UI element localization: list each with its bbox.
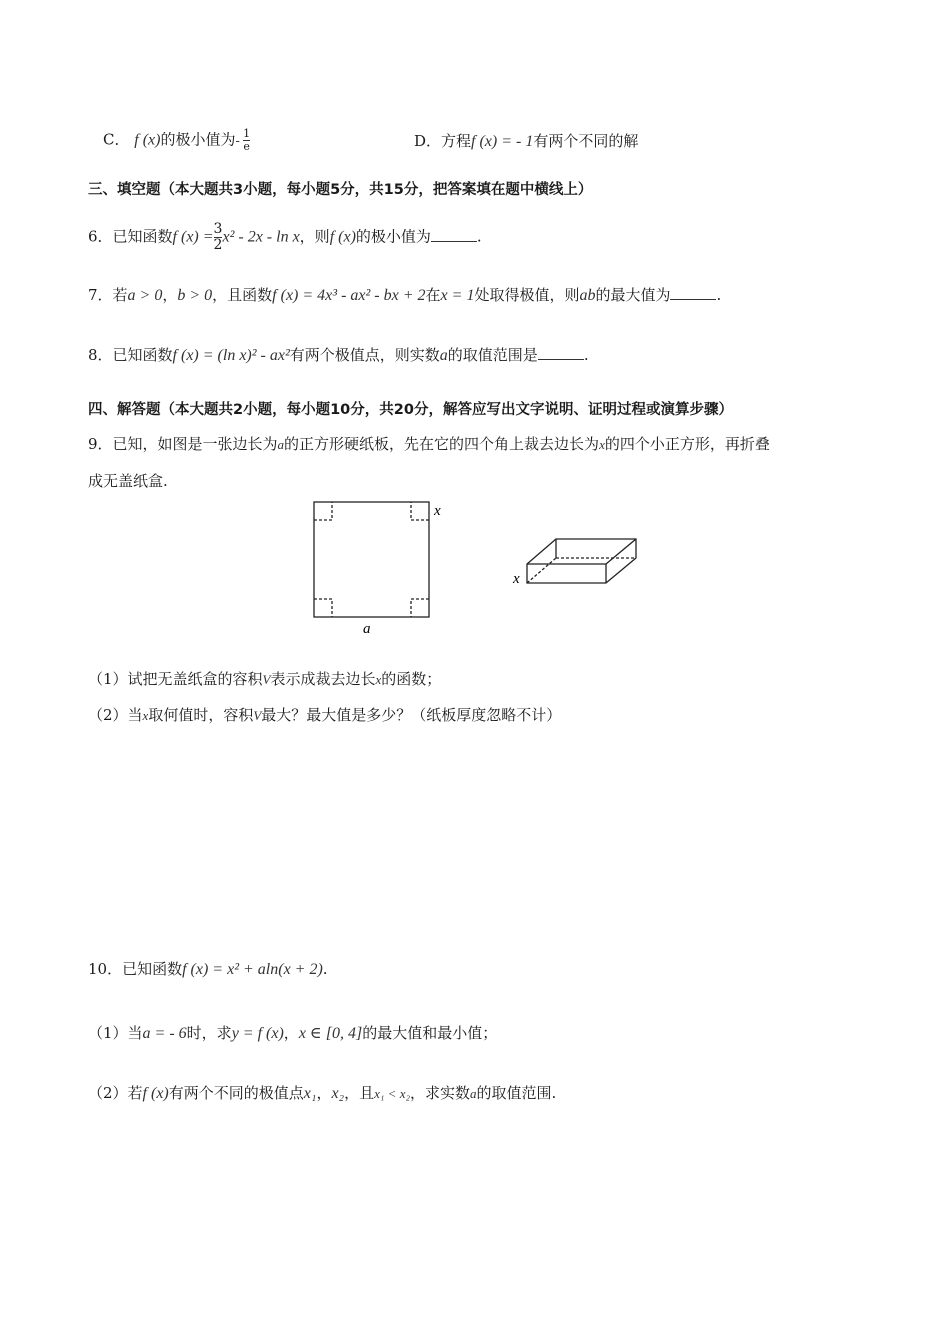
q7-cond-b: b > 0 xyxy=(177,287,213,304)
q9-p1-x: x xyxy=(375,672,382,687)
q9-p2-a: （2）当 xyxy=(88,706,143,724)
q7-end: . xyxy=(716,286,722,304)
q6-prefix: 6．已知函数 xyxy=(88,227,173,246)
q7-ab: ab xyxy=(579,287,596,304)
square-sheet xyxy=(314,502,429,617)
q10-part-2 xyxy=(88,1082,556,1103)
q7-mid2: 在 xyxy=(425,286,441,304)
fraction-numerator: 1 xyxy=(243,127,251,140)
q9-p1-b: 表示成裁去边长 xyxy=(270,670,376,688)
option-c-expr: f (x) xyxy=(134,131,161,149)
q10-p2-a: （2）若 xyxy=(88,1084,143,1102)
option-c xyxy=(103,128,250,153)
q9-p1-V: V xyxy=(262,672,271,687)
q9-p1-a: （1）试把无盖纸盒的容积 xyxy=(88,670,263,688)
q8-end: . xyxy=(583,346,589,364)
q9-p1-c: 的函数； xyxy=(381,670,442,688)
q9-text-a: 9．已知，如图是一张边长为 xyxy=(88,435,278,453)
q9-text-b: 的正方形硬纸板，先在它的四个角上裁去边长为 xyxy=(284,435,600,453)
question-8 xyxy=(88,344,589,365)
q8-suffix: 的取值范围是 xyxy=(447,346,538,364)
q10-p2-sep: ， xyxy=(316,1084,332,1102)
section-4-heading: 四、解答题（本大题共2小题，每小题10分，共20分，解答应写出文字说明、证明过程或演算步骤） xyxy=(88,402,733,418)
q10-p1-b: 时，求 xyxy=(186,1024,232,1042)
q8-mid: 有两个极值点，则实数 xyxy=(289,346,440,364)
q6-function-rest: x² - 2x - ln x xyxy=(222,228,300,246)
question-9-line1 xyxy=(88,433,770,454)
q10-function: f (x) = x² + aln(x + 2) xyxy=(182,961,323,978)
q7-mid1: ，且函数 xyxy=(212,286,273,304)
q10-p1-sep: ， xyxy=(283,1024,299,1042)
q6-function: f (x) = xyxy=(172,228,214,246)
q9-part-2 xyxy=(88,704,561,725)
q6-mid: ，则 xyxy=(299,227,330,246)
q7-prefix: 7．若 xyxy=(88,286,128,304)
q10-p2-x2: x₂ xyxy=(331,1085,345,1102)
q10-p2-c: ，且 xyxy=(344,1084,375,1102)
q6-f: f (x) xyxy=(329,228,356,246)
fraction-numerator: 3 xyxy=(213,221,223,237)
q8-a: a xyxy=(439,347,448,364)
q10-p1-y: y = f (x) xyxy=(231,1025,284,1042)
fraction-denominator: e xyxy=(243,140,250,153)
question-7 xyxy=(88,284,721,305)
option-c-text: 的极小值为 xyxy=(160,130,236,149)
q10-p2-inequality: x₁ < x₂ xyxy=(374,1086,410,1101)
q10-p2-a-var: a xyxy=(470,1086,477,1101)
option-d xyxy=(414,130,638,151)
q10-p2-b: 有两个不同的极值点 xyxy=(168,1084,304,1102)
q7-sep: ， xyxy=(162,286,178,304)
q9-p2-b: 取何值时，容积 xyxy=(148,706,254,724)
side-label-a: a xyxy=(363,621,371,637)
q6-suffix: 的极小值为 xyxy=(355,227,431,246)
section-3-heading: 三、填空题（本大题共3小题，每小题5分，共15分，把答案填在题中横线上） xyxy=(88,182,593,198)
cardboard-figure xyxy=(0,496,950,646)
q7-function: f (x) = 4x³ - ax² - bx + 2 xyxy=(272,287,426,304)
q8-function: f (x) = (ln x)² - ax² xyxy=(172,347,290,364)
q7-mid3: 处取得极值，则 xyxy=(474,286,580,304)
answer-blank[interactable] xyxy=(431,229,477,242)
option-c-fraction xyxy=(243,128,250,153)
option-d-label: D．方程 xyxy=(414,132,472,150)
option-d-text: 有两个不同的解 xyxy=(533,132,639,150)
side-label-x: x xyxy=(434,503,441,519)
q6-end: . xyxy=(476,227,482,246)
q10-part-1 xyxy=(88,1022,497,1043)
q10-p2-f: f (x) xyxy=(142,1085,169,1102)
q9-x: x xyxy=(599,437,605,452)
q9-a: a xyxy=(277,437,285,452)
open-box xyxy=(527,539,636,583)
q7-cond-a: a > 0 xyxy=(127,287,163,304)
q10-p1-cond: a = - 6 xyxy=(142,1025,187,1042)
option-d-expr: f (x) = - 1 xyxy=(471,133,534,150)
q10-p2-x1: x₁ xyxy=(303,1085,317,1102)
answer-blank[interactable] xyxy=(538,347,584,360)
q9-text-c: 的四个小正方形，再折叠 xyxy=(604,435,770,453)
q9-part-1 xyxy=(88,668,441,689)
q9-p2-x: x xyxy=(142,708,149,723)
fraction-denominator: 2 xyxy=(213,237,223,253)
q9-p2-c: 最大？最大值是多少？（纸板厚度忽略不计） xyxy=(261,706,562,724)
option-c-sign: - xyxy=(235,132,244,148)
q7-x: x = 1 xyxy=(440,287,475,304)
q10-prefix: 10．已知函数 xyxy=(88,960,183,978)
box-height-label-x: x xyxy=(513,571,520,587)
q10-p1-a: （1）当 xyxy=(88,1024,143,1042)
q10-p2-e: 的取值范围. xyxy=(476,1084,557,1102)
question-9-line2: 成无盖纸盒. xyxy=(88,472,168,490)
q10-p1-c: 的最大值和最小值； xyxy=(362,1024,498,1042)
option-c-label: C． xyxy=(103,130,130,149)
q7-suffix: 的最大值为 xyxy=(595,286,671,304)
q9-p2-V: V xyxy=(253,708,262,723)
q10-p2-d: ，求实数 xyxy=(410,1084,471,1102)
question-6 xyxy=(88,222,482,253)
question-10 xyxy=(88,958,328,979)
q10-p1-domain: x ∈ [0, 4] xyxy=(298,1025,363,1042)
answer-blank[interactable] xyxy=(670,287,716,300)
q8-prefix: 8．已知函数 xyxy=(88,346,173,364)
q10-end: . xyxy=(322,960,328,978)
